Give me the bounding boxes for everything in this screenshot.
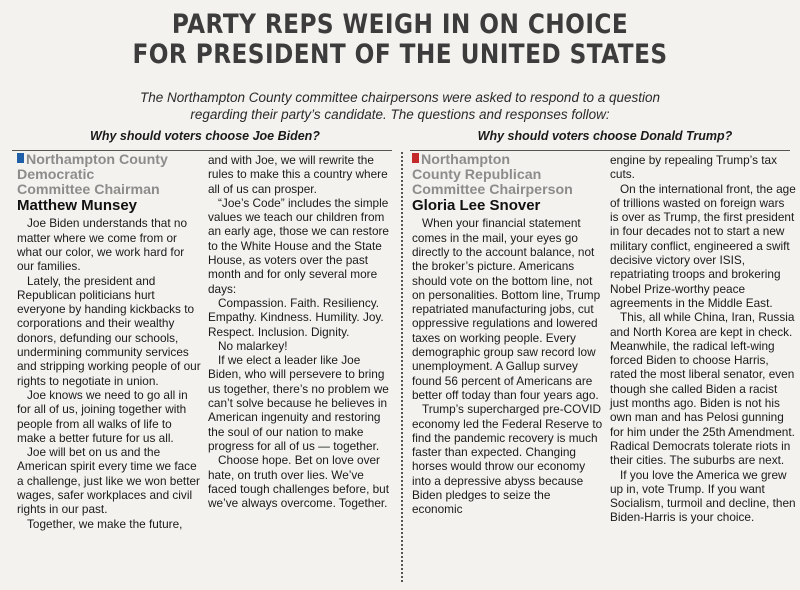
column-1 [17,153,203,531]
blue-square-icon [17,153,24,163]
deck-line-1: The Northampton County committee chairpersons were asked to respond to a question [139,90,661,105]
red-square-icon [412,153,419,163]
republican-org-title [412,153,604,197]
headline [56,10,744,70]
org-line: Northampton County [26,152,168,168]
column-4 [610,153,796,525]
org-line: Democratic [17,166,95,183]
question-trump: Why should voters choose Donald Trump? [477,129,733,143]
column-3 [412,153,604,517]
paragraph: engine by repealing Trump’s tax cuts. [610,153,778,182]
paragraph: No malarkey! [218,338,288,353]
paragraph: If we elect a leader like Joe Biden, who will persevere to bring us together, there’s no problem we can’t solve because he believes in American ingenuity and restoring the soul of our nation to make progress for all of us — together. [208,353,389,453]
org-line: Northampton [421,152,511,168]
paragraph: Compassion. Faith. Resiliency. Empathy. Kindness. Humility. Joy. Respect. Inclusion. Dignity. [208,295,384,339]
deck [0,89,800,123]
dotted-column-divider [401,152,403,582]
author-name-snover: Gloria Lee Snover [412,197,541,215]
column-2 [208,153,394,510]
paragraph: On the international front, the age of trillions wasted on foreign wars is over as Trump, the first president in four decades not to start a new military conflict, engineered a swift decisive victory over ISIS, repatriating troops and brokering Nobel Prize-worthy peace agreements in the Middle East. [610,181,796,310]
paragraph: and with Joe, we will rewrite the rules to make this a country where all of us can prosper. [208,153,388,196]
paragraph: When your financial statement comes in the mail, your eyes go directly to the account balance, not the broker’s picture. Americans should vote on the bottom line, not on personalities. Bottom line, Trump repatriated manufacturing jobs, cut oppressive regulations and lowered taxes on working people. Every demographic group saw record low unemployment. A Gallup survey found 56 percent of Americans are better off today than four years ago. [412,216,601,402]
paragraph: Joe Biden understands that no matter where we come from or what our color, we work hard for our families. [17,216,188,274]
org-line: County Republican [412,166,542,183]
headline-line-2: FOR PRESIDENT OF THE UNITED STATES [132,39,668,70]
paragraph: This, all while China, Iran, Russia and North Korea are kept in check. Meanwhile, the radical left-wing forced Biden to choose Harris, rated the most liberal senator, even though she called Biden a racist just months ago. Biden is not his own man and has Pelosi gunning for him under the 25th Amendment. Radical Democrats tolerate riots in their cities. The suburbs are next. [610,310,795,468]
democratic-org-title [17,153,203,197]
headline-line-1: PARTY REPS WEIGH IN ON CHOICE [171,9,629,40]
author-name-munsey: Matthew Munsey [17,197,138,215]
paragraph: Lately, the president and Republican politicians hurt everyone by handing kickbacks to corporations and their wealthy donors, defunding our schools, undermining community services and stripping working people of our rights to negotiate in union. [17,273,201,388]
paragraph: Joe will bet on us and the American spirit every time we face a challenge, just like we won better wages, safer workplaces and civil rights in our past. [17,445,200,517]
paragraph: Choose hope. Bet on love over hate, on truth over lies. We’ve faced tough challenges before, but we’ve always overcome. Together. [208,453,390,511]
paragraph: Trump’s supercharged pre-COVID economy led the Federal Reserve to find the pandemic recovery is much faster than expected. Changing horses would throw our economy into a depressive abyss because Biden pledges to seize the economic [412,402,603,517]
deck-line-2: regarding their party’s candidate. The questions and responses follow: [190,107,610,122]
question-biden: Why should voters choose Joe Biden? [90,129,320,143]
paragraph: Together, we make the future, [27,516,183,531]
rule-left [12,150,392,151]
rule-right [410,150,790,151]
paragraph: If you love the America we grew up in, vote Trump. If you want Socialism, turmoil and decline, then Biden-Harris is your choice. [610,467,796,525]
paragraph: Joe knows we need to go all in for all of us, joining together with people from all walks of life to make a better future for us all. [17,387,188,445]
paragraph: “Joe’s Code” includes the simple values we teach our children from an early age, those we can restore to the White House and the State House, as voters over the past month and for only several more days: [208,195,389,296]
org-line: Committee Chairman [17,181,160,198]
org-line: Committee Chairperson [412,181,573,198]
